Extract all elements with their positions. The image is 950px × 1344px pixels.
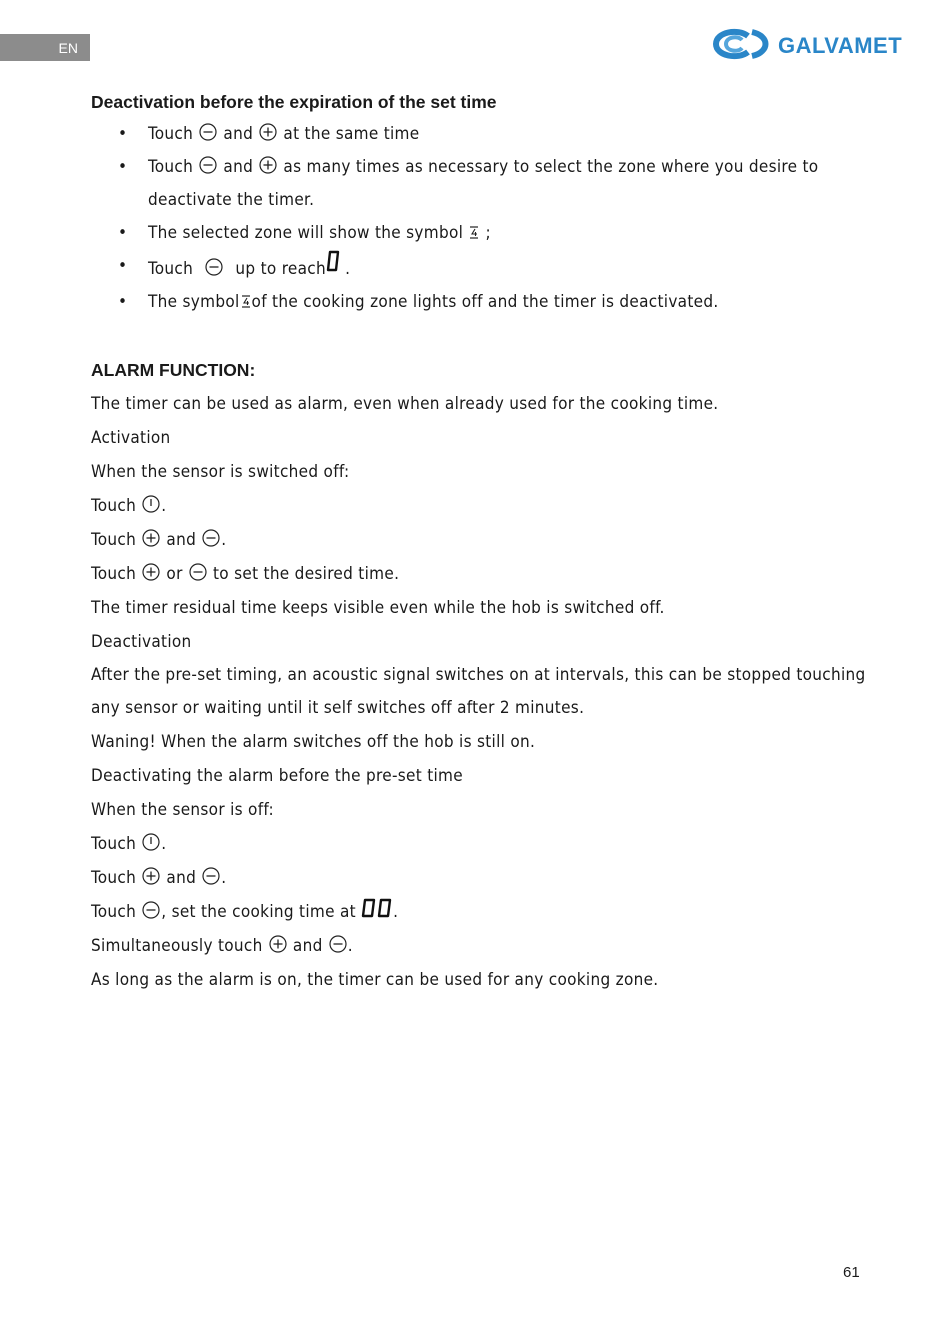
plus-circle-icon: [258, 155, 278, 175]
text: Touch: [91, 496, 137, 516]
minus-circle-icon: [141, 900, 161, 920]
warning-note: Waning! When the alarm switches off the hob is still on.: [91, 732, 536, 752]
as-long-note: As long as the alarm is on, the timer can be used for any cooking zone.: [91, 970, 659, 990]
text: Touch: [91, 564, 137, 584]
list-item: [91, 151, 871, 217]
deactivation-step: [91, 827, 871, 861]
when-switched-off: When the sensor is switched off:: [91, 462, 350, 482]
page-number: 61: [843, 1264, 860, 1281]
plus-circle-icon: [141, 528, 161, 548]
residual-time-note: The timer residual time keeps visible even while the hob is switched off.: [91, 598, 665, 618]
text: up to reach: [235, 259, 326, 279]
text: and: [223, 124, 254, 144]
text: Touch: [91, 834, 137, 854]
text: .: [161, 834, 167, 854]
text: Touch: [148, 124, 194, 144]
text: .: [393, 902, 399, 922]
timer-symbol-icon: [468, 223, 480, 241]
text: The symbol: [148, 292, 240, 312]
text: to set the desired time.: [212, 564, 400, 584]
list-item: [91, 250, 871, 286]
deactivation-step: [91, 895, 871, 929]
list-item: [91, 217, 871, 250]
section-title-deactivation: Deactivation before the expiration of the set time: [91, 92, 497, 112]
power-icon: [141, 494, 161, 514]
digits-00-icon: [361, 898, 393, 918]
text: .: [221, 868, 227, 888]
text: or: [166, 564, 183, 584]
text: as many times as necessary to select the zone where you desire to deactivate the timer.: [148, 157, 819, 210]
activation-step: [91, 489, 871, 523]
deactivate-before-label: Deactivating the alarm before the pre-set time: [91, 766, 463, 786]
activation-label: Activation: [91, 428, 171, 448]
power-icon: [141, 832, 161, 852]
digit-zero-icon: [326, 250, 340, 272]
page-content: [91, 88, 871, 997]
deactivation-label: Deactivation: [91, 632, 192, 652]
text: Simultaneously touch: [91, 936, 263, 956]
when-sensor-off: When the sensor is off:: [91, 800, 274, 820]
brand-name: GALVAMET: [778, 33, 903, 58]
after-preset-note: After the pre-set timing, an acoustic signal switches on at intervals, this can be stopped touching any sensor or waiting until it self switches off after 2 minutes.: [91, 665, 866, 718]
alarm-intro: The timer can be used as alarm, even when already used for the cooking time.: [91, 394, 719, 414]
simultaneous-step: [91, 929, 871, 963]
text: .: [345, 259, 351, 279]
text: Touch: [91, 530, 137, 550]
deactivation-step: [91, 861, 871, 895]
text: and: [166, 868, 197, 888]
text: .: [161, 496, 167, 516]
text: ;: [485, 223, 491, 243]
text: and: [292, 936, 323, 956]
list-item: [91, 286, 871, 319]
text: .: [347, 936, 353, 956]
plus-circle-icon: [141, 866, 161, 886]
text: Touch: [91, 902, 137, 922]
text: and: [166, 530, 197, 550]
plus-circle-icon: [141, 562, 161, 582]
text: at the same time: [283, 124, 420, 144]
logo-wave-icon: [708, 26, 774, 67]
minus-circle-icon: [201, 528, 221, 548]
text: The selected zone will show the symbol: [148, 223, 464, 243]
text: , set the cooking time at: [161, 902, 356, 922]
deactivation-steps: [91, 118, 871, 319]
plus-circle-icon: [268, 934, 288, 954]
text: Touch: [148, 259, 194, 279]
language-label: EN: [58, 39, 78, 56]
list-item: [91, 118, 871, 151]
text: Touch: [148, 157, 194, 177]
section-title-alarm: ALARM FUNCTION:: [91, 360, 256, 380]
timer-symbol-icon: [240, 292, 252, 310]
text: Touch: [91, 868, 137, 888]
spacer: [91, 319, 871, 353]
minus-circle-icon: [204, 257, 224, 277]
text: of the cooking zone lights off and the timer is deactivated.: [251, 292, 719, 312]
minus-circle-icon: [198, 155, 218, 175]
plus-circle-icon: [258, 122, 278, 142]
language-tab: [0, 34, 90, 61]
brand-logo: [708, 26, 902, 66]
minus-circle-icon: [198, 122, 218, 142]
text: and: [223, 157, 254, 177]
minus-circle-icon: [328, 934, 348, 954]
activation-step: [91, 557, 871, 591]
minus-circle-icon: [188, 562, 208, 582]
text: .: [221, 530, 227, 550]
minus-circle-icon: [201, 866, 221, 886]
activation-step: [91, 523, 871, 557]
